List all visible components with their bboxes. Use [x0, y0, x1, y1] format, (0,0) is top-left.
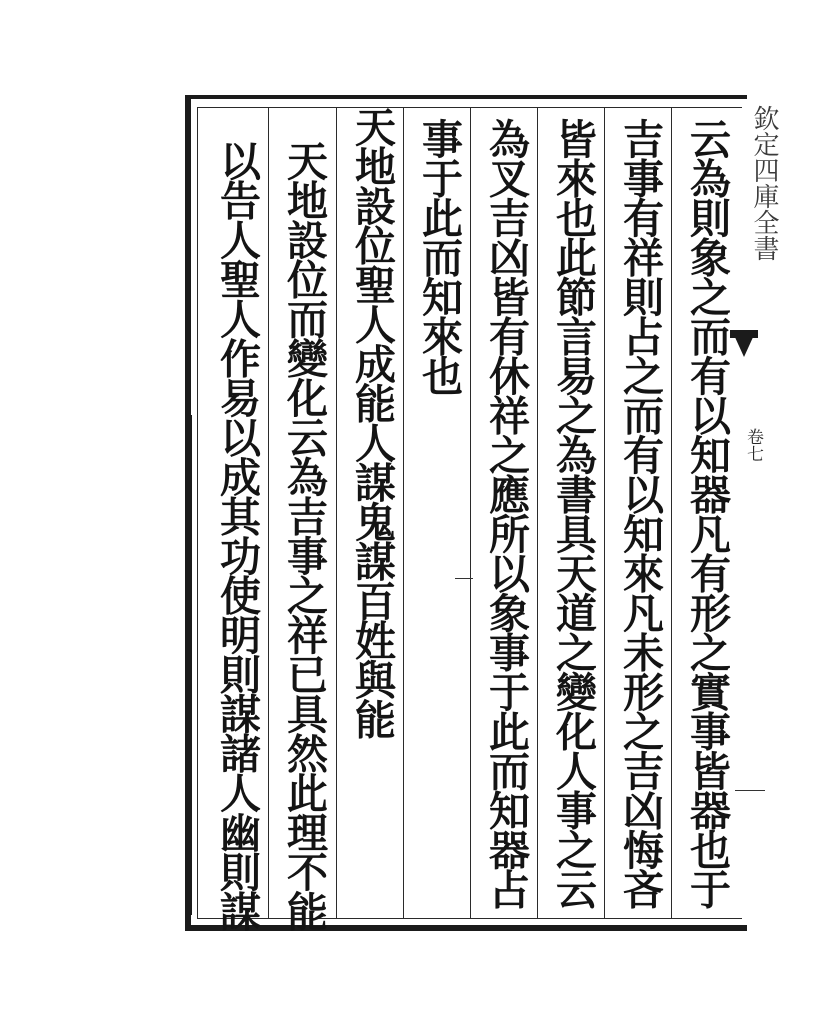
text-column-heading: 天地設位聖人成能人謀鬼謀百姓與能 [348, 106, 396, 738]
column-rule [470, 108, 471, 918]
text-column: 皆來也此節言易之為書具天道之變化人事之云 [549, 118, 597, 908]
binding-edge [186, 415, 192, 915]
column-rule [537, 108, 538, 918]
column-rule [604, 108, 605, 918]
column-rule [671, 108, 672, 918]
text-column: 吉事有祥則占之而有以知來凡未形之吉凶悔吝 [616, 118, 664, 908]
column-rule [336, 108, 337, 918]
text-column: 以告人聖人作易以成其功使明則謀諸人幽則謀 [213, 140, 261, 930]
volume-label: 卷七 [743, 428, 763, 462]
margin-tick [735, 790, 765, 791]
column-rule [403, 108, 404, 918]
text-column: 天地設位而變化云為吉事之祥已具然此理不能 [280, 140, 328, 930]
text-column: 為叉吉凶皆有休祥之應所以象事于此而知器占 [482, 118, 530, 908]
column-rule [268, 108, 269, 918]
text-column: 云為則象之而有以知器凡有形之實事皆器也于 [683, 118, 731, 908]
book-title: 欽定四庫全書 [749, 105, 779, 261]
text-column: 事于此而知來也 [415, 118, 463, 395]
